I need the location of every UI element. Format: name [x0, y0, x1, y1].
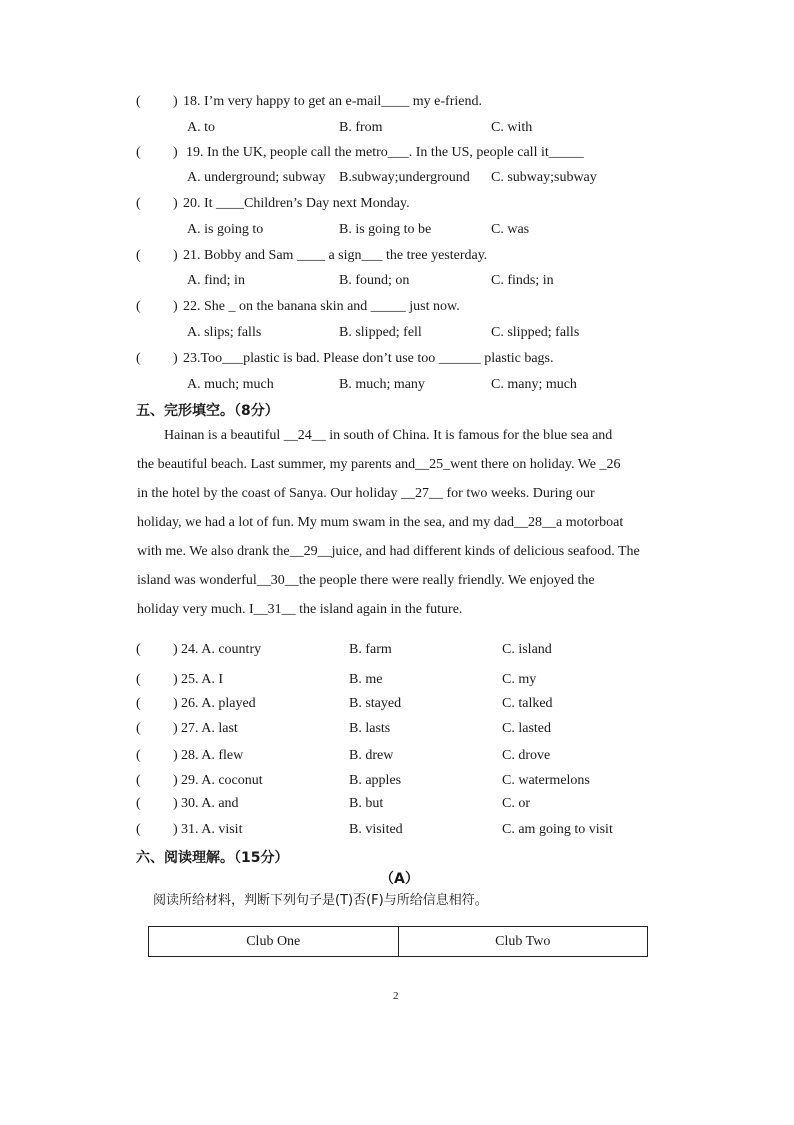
answer-paren-close: ) [173, 796, 178, 811]
answer-paren-close: ) [173, 642, 178, 657]
answer-paren-close: ) [173, 351, 178, 366]
option-b: B.subway;underground [339, 170, 470, 185]
question-stem: 18. I’m very happy to get an e-mail____ my e-friend. [183, 94, 482, 109]
option-a: A. slips; falls [187, 325, 262, 340]
answer-paren-open: ( [136, 94, 141, 109]
option-b: B. farm [349, 642, 392, 657]
answer-paren-open: ( [136, 721, 141, 736]
answer-paren-open: ( [136, 822, 141, 837]
option-c: C. island [502, 642, 552, 657]
option-a: 27. A. last [181, 721, 238, 736]
passage-line: Hainan is a beautiful __24__ in south of China. It is famous for the blue sea and [164, 428, 613, 443]
option-a: 24. A. country [181, 642, 262, 657]
option-a: A. to [187, 120, 215, 135]
table-header-club-one: Club One [149, 927, 399, 957]
option-a: A. underground; subway [187, 170, 326, 185]
answer-paren-open: ( [136, 773, 141, 788]
option-b: B. much; many [339, 377, 425, 392]
page-number: 2 [393, 990, 399, 1002]
reading-instruction: 阅读所给材料，判断下列句子是(T)否(F)与所给信息相符。 [153, 893, 488, 908]
table-header-club-two: Club Two [398, 927, 648, 957]
question-stem: 21. Bobby and Sam ____ a sign___ the tree yesterday. [183, 248, 488, 263]
section-six-title: 六、阅读理解。（15分） [136, 850, 289, 866]
answer-paren-close: ) [173, 248, 178, 263]
answer-paren-close: ) [173, 145, 178, 160]
table-header-row [149, 927, 648, 957]
question-stem: 23.Too___plastic is bad. Please don’t use too ______ plastic bags. [183, 351, 554, 366]
passage-line: island was wonderful__30__the people there were really friendly. We enjoyed the [137, 573, 595, 588]
option-c: C. talked [502, 696, 553, 711]
answer-paren-open: ( [136, 299, 141, 314]
option-a: 25. A. I [181, 672, 223, 687]
option-b: B. stayed [349, 696, 402, 711]
option-c: C. lasted [502, 721, 551, 736]
answer-paren-open: ( [136, 145, 141, 160]
question-stem: 19. In the UK, people call the metro___. In the US, people call it_____ [186, 145, 584, 160]
option-c: C. drove [502, 748, 551, 763]
option-b: B. lasts [349, 721, 391, 736]
answer-paren-close: ) [173, 196, 178, 211]
option-c: C. subway;subway [491, 170, 597, 185]
answer-paren-close: ) [173, 672, 178, 687]
option-a: A. is going to [187, 222, 264, 237]
option-b: B. from [339, 120, 383, 135]
answer-paren-close: ) [173, 773, 178, 788]
answer-paren-open: ( [136, 642, 141, 657]
option-a: 30. A. and [181, 796, 239, 811]
answer-paren-open: ( [136, 196, 141, 211]
option-c: C. am going to visit [502, 822, 613, 837]
answer-paren-close: ) [173, 822, 178, 837]
passage-line: holiday, we had a lot of fun. My mum swam in the sea, and my dad__28__a motorboat [137, 515, 624, 530]
option-b: B. is going to be [339, 222, 432, 237]
answer-paren-close: ) [173, 696, 178, 711]
section-five-title: 五、完形填空。（8分） [136, 403, 279, 419]
question-stem: 22. She _ on the banana skin and _____ just now. [183, 299, 460, 314]
option-c: C. was [491, 222, 530, 237]
cloze-passage [137, 421, 663, 624]
option-a: A. find; in [187, 273, 245, 288]
passage-line: with me. We also drank the__29__juice, and had different kinds of delicious seafood. The [137, 544, 640, 559]
passage-line: the beautiful beach. Last summer, my parents and__25_went there on holiday. We _26 [137, 457, 621, 472]
option-c: C. many; much [491, 377, 577, 392]
option-b: B. but [349, 796, 384, 811]
option-c: C. with [491, 120, 533, 135]
answer-paren-open: ( [136, 248, 141, 263]
option-c: C. or [502, 796, 530, 811]
part-a-label: （A） [380, 871, 419, 887]
option-b: B. visited [349, 822, 403, 837]
passage-line: holiday very much. I__31__ the island again in the future. [137, 602, 463, 617]
answer-paren-close: ) [173, 94, 178, 109]
option-b: B. apples [349, 773, 402, 788]
option-b: B. found; on [339, 273, 410, 288]
question-stem: 20. It ____Children’s Day next Monday. [183, 196, 410, 211]
answer-paren-close: ) [173, 748, 178, 763]
option-b: B. drew [349, 748, 394, 763]
clubs-table [148, 926, 648, 957]
option-b: B. me [349, 672, 383, 687]
option-a: 29. A. coconut [181, 773, 263, 788]
option-a: 31. A. visit [181, 822, 243, 837]
answer-paren-open: ( [136, 696, 141, 711]
option-a: 26. A. played [181, 696, 256, 711]
option-c: C. watermelons [502, 773, 590, 788]
answer-paren-open: ( [136, 748, 141, 763]
option-c: C. slipped; falls [491, 325, 580, 340]
answer-paren-open: ( [136, 672, 141, 687]
option-c: C. my [502, 672, 537, 687]
option-c: C. finds; in [491, 273, 554, 288]
passage-line: in the hotel by the coast of Sanya. Our holiday __27__ for two weeks. During our [137, 486, 595, 501]
answer-paren-close: ) [173, 299, 178, 314]
option-a: 28. A. flew [181, 748, 244, 763]
answer-paren-close: ) [173, 721, 178, 736]
answer-paren-open: ( [136, 796, 141, 811]
option-b: B. slipped; fell [339, 325, 422, 340]
option-a: A. much; much [187, 377, 274, 392]
answer-paren-open: ( [136, 351, 141, 366]
